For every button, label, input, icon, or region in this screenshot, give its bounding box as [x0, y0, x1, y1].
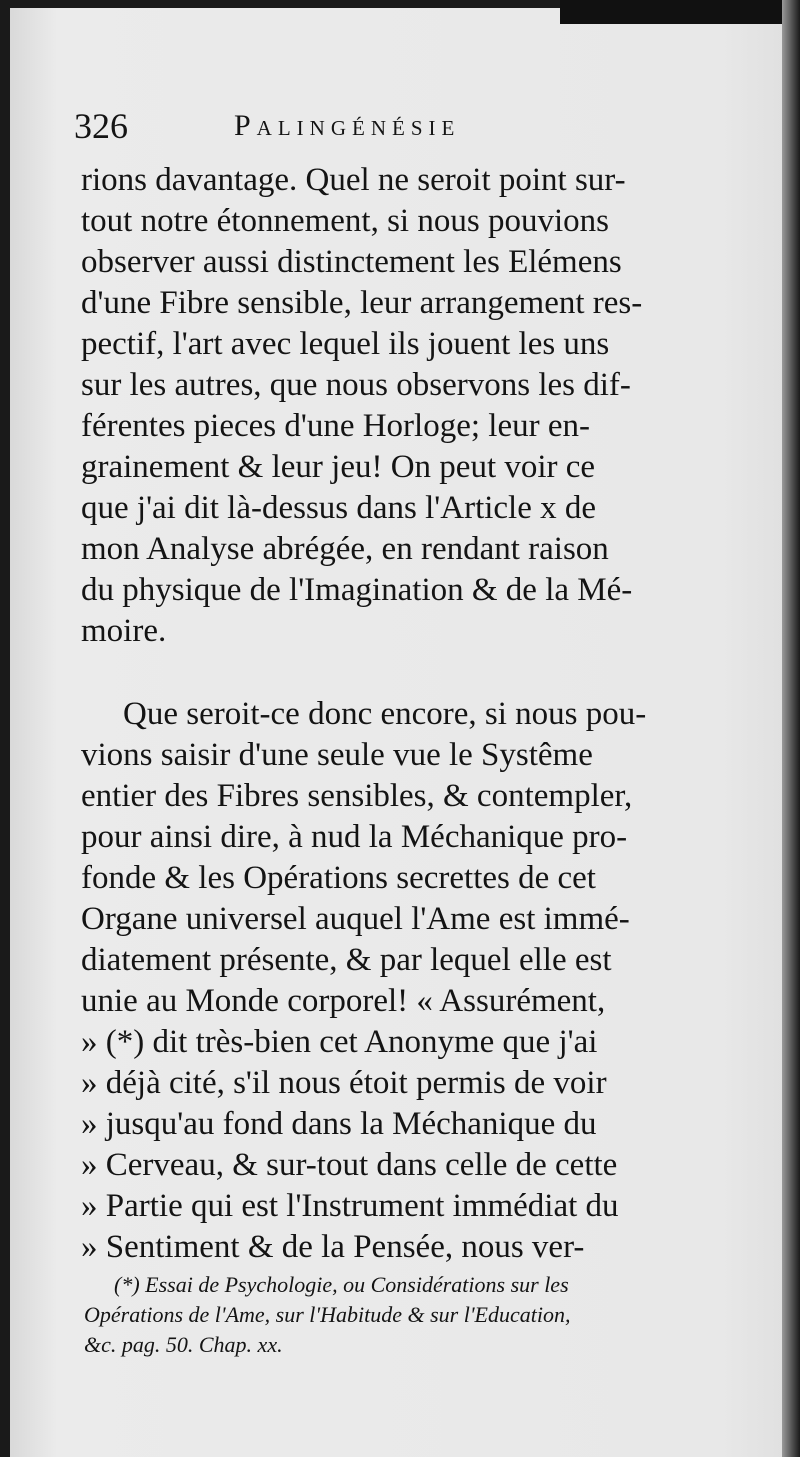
footnote-line: &c. pag. 50. Chap. xx.	[84, 1332, 283, 1357]
body-text	[81, 160, 713, 1268]
text-line: fonde & les Opérations secrettes de cet	[81, 860, 596, 896]
paragraph-2	[81, 694, 713, 1268]
text-line: rions davantage. Quel ne seroit point sur-	[81, 162, 626, 198]
footnote	[84, 1270, 724, 1360]
text-line: diatement présente, & par lequel elle est	[81, 942, 612, 978]
paragraph-gap	[81, 652, 713, 694]
text-line: Organe universel auquel l'Ame est immé-	[81, 901, 630, 937]
text-line: » Cerveau, & sur-tout dans celle de cette	[81, 1147, 618, 1183]
text-line: moire.	[81, 613, 167, 649]
text-line: » Partie qui est l'Instrument immédiat du	[81, 1188, 619, 1224]
text-line: » jusqu'au fond dans la Méchanique du	[81, 1106, 597, 1142]
paragraph-1	[81, 160, 713, 652]
text-line: observer aussi distinctement les Elémens	[81, 244, 622, 280]
text-line: unie au Monde corporel! « Assurément,	[81, 983, 606, 1019]
text-line: que j'ai dit là-dessus dans l'Article x de	[81, 490, 597, 526]
text-line: entier des Fibres sensibles, & contempler,	[81, 778, 633, 814]
text-line: mon Analyse abrégée, en rendant raison	[81, 531, 609, 567]
text-line: vions saisir d'une seule vue le Systême	[81, 737, 593, 773]
text-line: grainement & leur jeu! On peut voir ce	[81, 449, 596, 485]
text-line: sur les autres, que nous observons les dif-	[81, 367, 631, 403]
text-line: férentes pieces d'une Horloge; leur en-	[81, 408, 590, 444]
footnote-line: (*) Essai de Psychologie, ou Considérations sur les	[114, 1272, 569, 1297]
text-line: tout notre étonnement, si nous pouvions	[81, 203, 609, 239]
scan-edge-shadow-right	[782, 0, 800, 1457]
page-header	[74, 104, 714, 148]
footnote-line: Opérations de l'Ame, sur l'Habitude & sur l'Education,	[84, 1302, 571, 1327]
page-number: 326	[74, 106, 128, 146]
scan-edge-shadow-top	[560, 0, 800, 24]
text-line: » déjà cité, s'il nous étoit permis de voir	[81, 1065, 607, 1101]
text-line: d'une Fibre sensible, leur arrangement res-	[81, 285, 643, 321]
text-line: pour ainsi dire, à nud la Méchanique pro-	[81, 819, 628, 855]
text-line: Que seroit-ce donc encore, si nous pou-	[123, 696, 647, 732]
text-line: » Sentiment & de la Pensée, nous ver-	[81, 1229, 585, 1265]
book-page	[10, 8, 800, 1457]
text-line: » (*) dit très-bien cet Anonyme que j'ai	[81, 1024, 598, 1060]
running-title: Palingénésie	[234, 109, 461, 142]
text-line: pectif, l'art avec lequel ils jouent les uns	[81, 326, 610, 362]
text-line: du physique de l'Imagination & de la Mé-	[81, 572, 633, 608]
